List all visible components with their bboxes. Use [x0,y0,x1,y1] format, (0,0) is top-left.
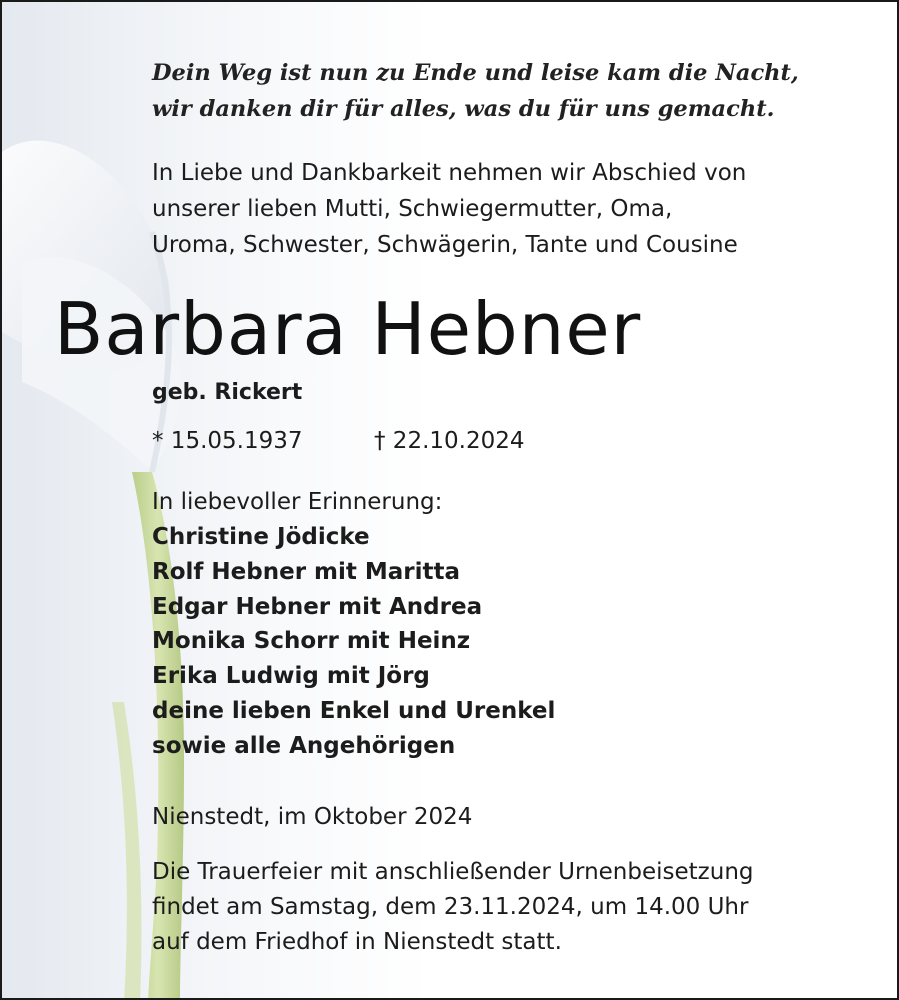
maiden-name: geb. Rickert [152,380,303,405]
birth-date: * 15.05.1937 [152,428,303,454]
life-dates [152,423,525,459]
mourner-item: Christine Jödicke [152,524,370,550]
mourner-item: sowie alle Angehörigen [152,732,456,759]
service-line: Die Trauerfeier mit anschließender Urnenbeisetzung [152,859,754,885]
place-date: Nienstedt, im Oktober 2024 [152,804,473,830]
intro-line: In Liebe und Dankbarkeit nehmen wir Abschied von [152,160,747,186]
intro-line: unserer lieben Mutti, Schwiegermutter, Oma, [152,196,673,222]
mourner-item: Edgar Hebner mit Andrea [152,593,483,620]
intro-line: Uroma, Schwester, Schwägerin, Tante und Cousine [152,232,738,258]
mourner-item: Erika Ludwig mit Jörg [152,663,430,690]
death-date: † 22.10.2024 [374,428,525,454]
service-info [152,855,754,960]
deceased-name: Barbara Hebner [54,287,642,371]
verse [152,55,799,127]
mourner-item: Monika Schorr mit Heinz [152,628,471,655]
mourner-item: deine lieben Enkel und Urenkel [152,697,556,724]
mourner-item: Rolf Hebner mit Maritta [152,558,461,585]
memory-heading: In liebevoller Erinnerung: [152,489,443,515]
service-line: auf dem Friedhof in Nienstedt statt. [152,929,562,955]
mourners-list [152,520,555,764]
service-line: findet am Samstag, dem 23.11.2024, um 14.00 Uhr [152,894,749,920]
verse-line: wir danken dir für alles, was du für uns gemacht. [152,96,775,122]
intro-text [152,155,746,263]
verse-line: Dein Weg ist nun zu Ende und leise kam die Nacht, [152,60,799,86]
